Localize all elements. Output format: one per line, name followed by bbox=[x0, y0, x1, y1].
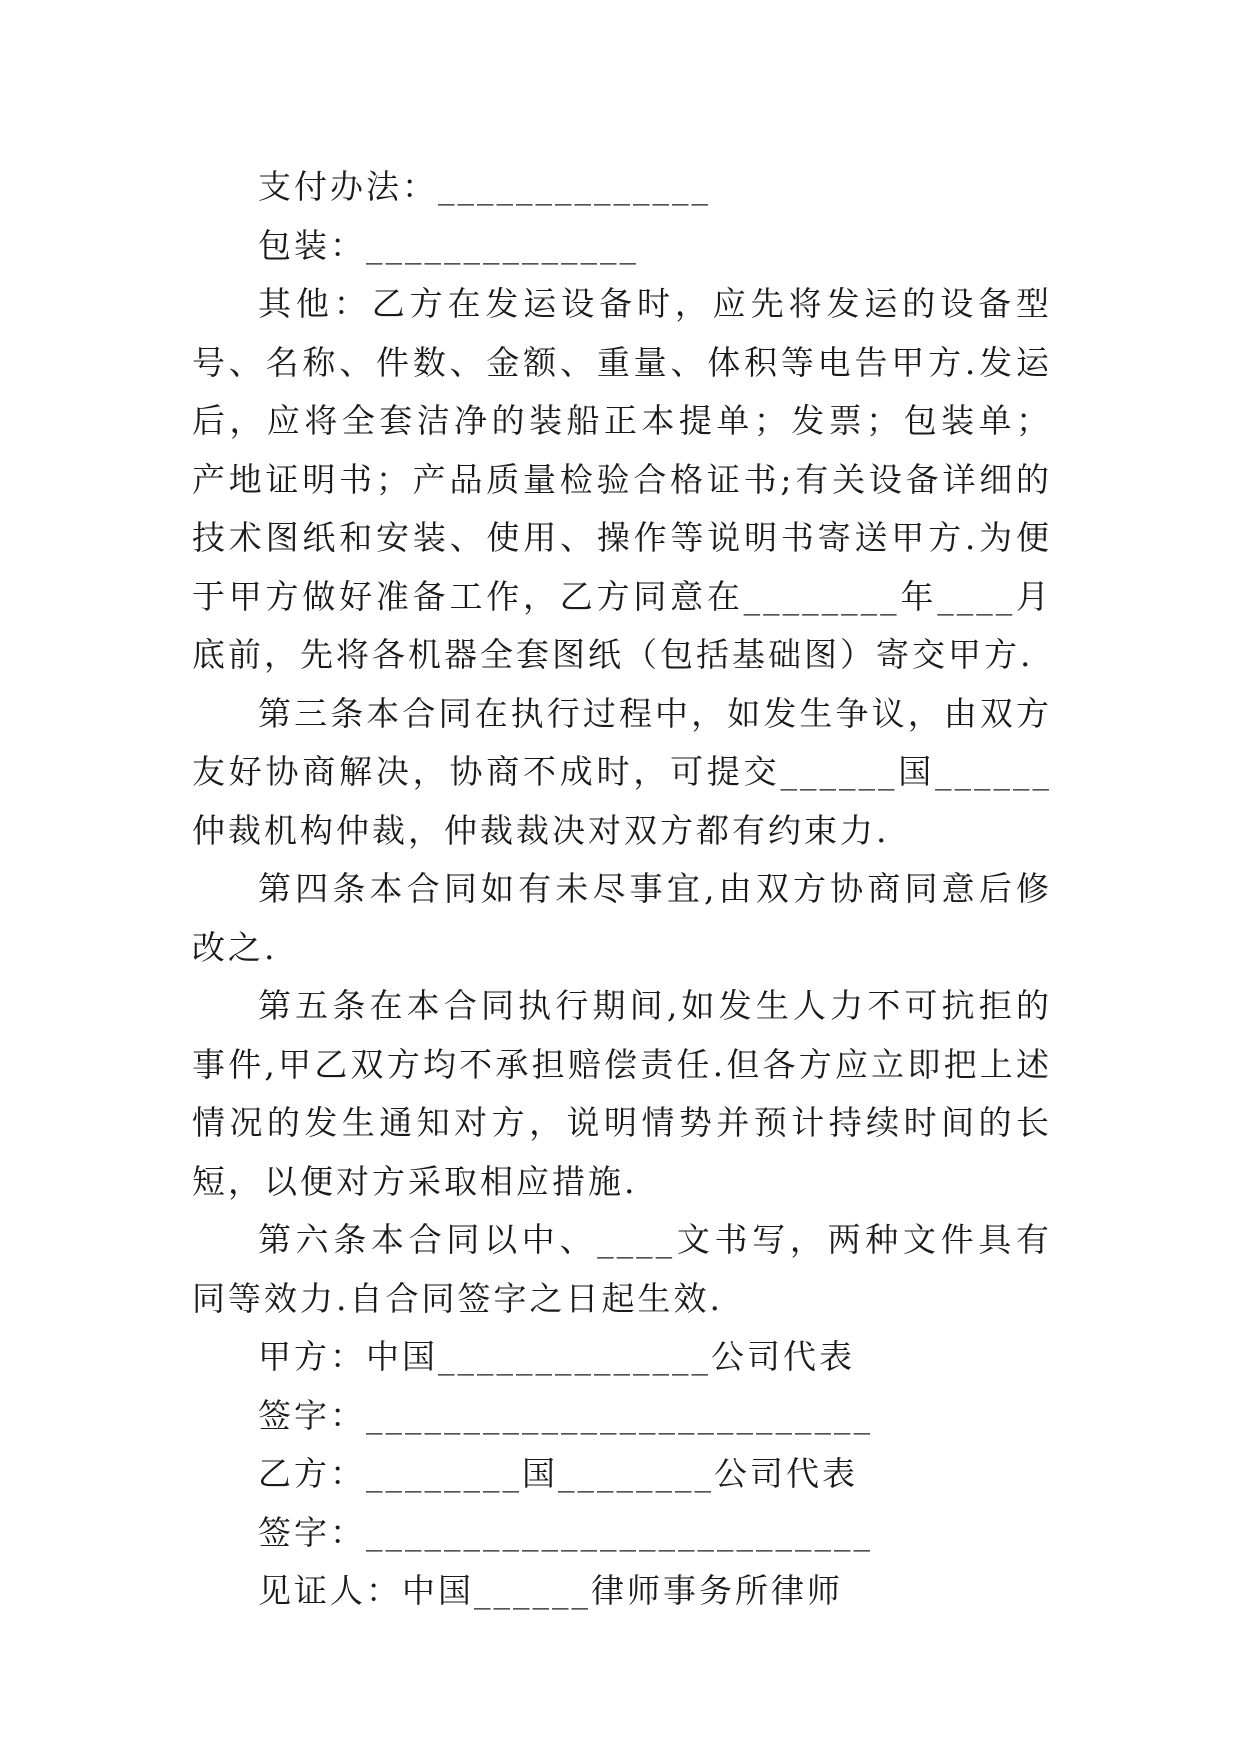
party-a-signature-line: 签字：__________________________ bbox=[258, 1395, 873, 1435]
article-3-paragraph: 第三条本合同在执行过程中，如发生争议，由双方友好协商解决，协商不成时，可提交______国______仲裁机构仲裁，仲裁裁决对双方都有约束力. bbox=[192, 693, 1052, 850]
party-b-signature-line: 签字：__________________________ bbox=[258, 1512, 873, 1552]
article-5-paragraph: 第五条在本合同执行期间,如发生人力不可抗拒的事件,甲乙双方均不承担赔偿责任.但各方应立即把上述情况的发生通知对方，说明情势并预计持续时间的长短，以便对方采取相应措施. bbox=[192, 986, 1052, 1201]
article-4-paragraph: 第四条本合同如有未尽事宜,由双方协商同意后修改之. bbox=[192, 869, 1052, 967]
party-b-line: 乙方：________国________公司代表 bbox=[258, 1454, 858, 1493]
packaging-line: 包装：______________ bbox=[258, 225, 639, 265]
other-terms-paragraph: 其他：乙方在发运设备时，应先将发运的设备型号、名称、件数、金额、重量、体积等电告甲方.发运后，应将全套洁净的装船正本提单；发票；包装单；产地证明书；产品质量检验合格证书;有关设备详细的技术图纸和安装、使用、操作等说明书寄送甲方.为便于甲方做好准备工作，乙方同意在________年____月底前，先将各机器全套图纸（包括基础图）寄交甲方. bbox=[192, 284, 1052, 674]
party-a-line: 甲方：中国______________公司代表 bbox=[258, 1337, 855, 1376]
article-6-paragraph: 第六条本合同以中、____文书写，两种文件具有同等效力.自合同签字之日起生效. bbox=[192, 1220, 1052, 1318]
document-body bbox=[192, 158, 1052, 1621]
witness-line: 见证人：中国______律师事务所律师 bbox=[258, 1571, 843, 1610]
payment-method-line: 支付办法：______________ bbox=[258, 167, 711, 206]
